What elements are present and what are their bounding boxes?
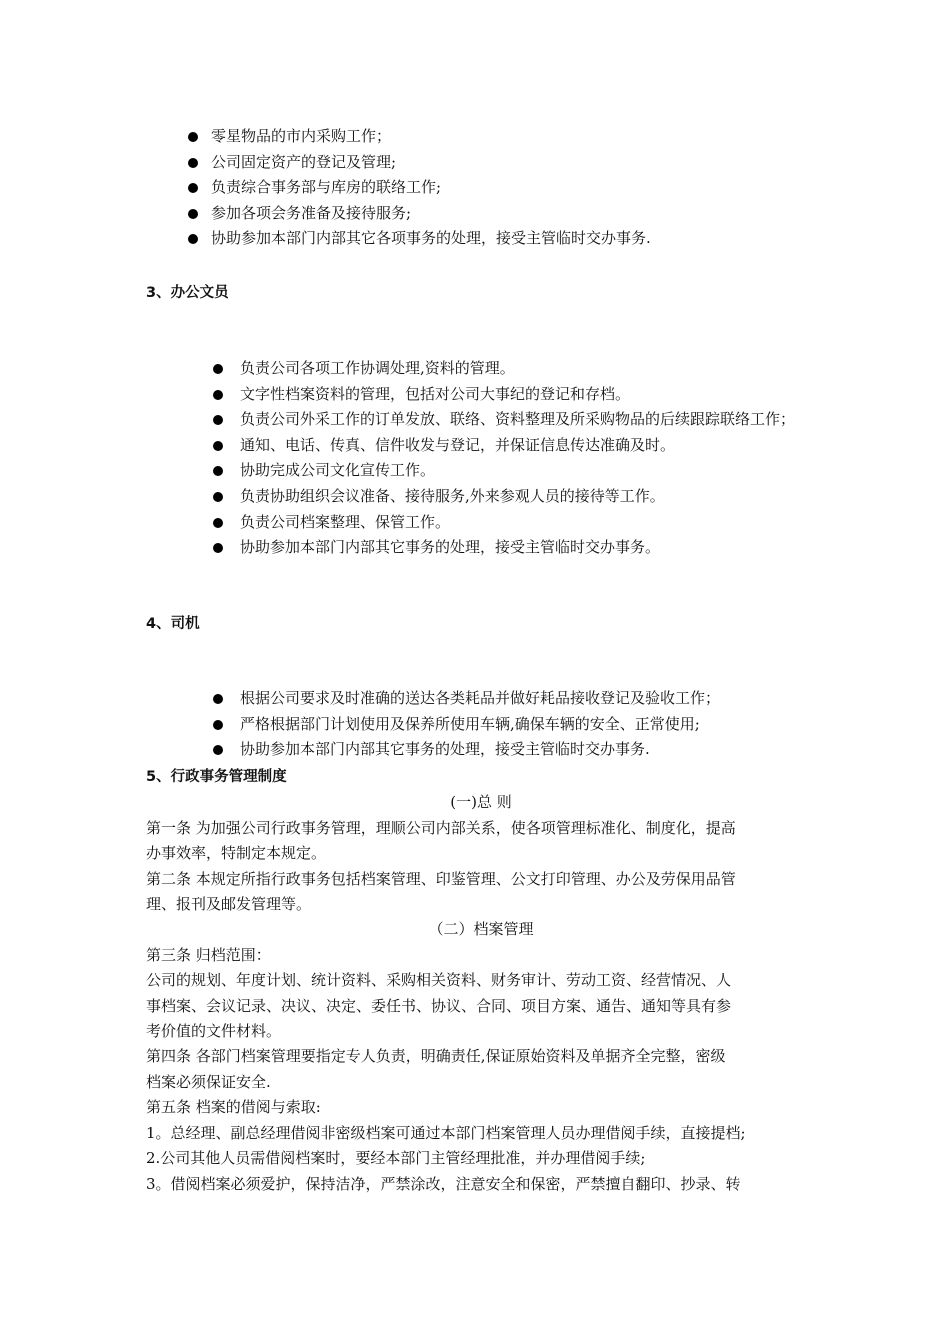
list-item-text: 负责公司档案整理、保管工作。	[240, 512, 451, 531]
bullet-icon	[213, 415, 223, 425]
list-item	[185, 124, 825, 150]
list-item	[185, 150, 825, 176]
list-item-text: 文字性档案资料的管理，包括对公司大事纪的登记和存档。	[240, 384, 631, 403]
article-line: 档案必须保证安全.	[146, 1072, 271, 1091]
list-item-text: 负责协助组织会议准备、接待服务,外来参观人员的接待等工作。	[240, 486, 665, 505]
list-item	[211, 458, 811, 484]
list-item-text: 协助参加本部门内部其它事务的处理，接受主管临时交办事务。	[240, 538, 661, 557]
bullet-icon	[188, 183, 198, 193]
article-line: 考价值的文件材料。	[146, 1022, 282, 1041]
article-line: 理、报刊及邮发管理等。	[146, 895, 312, 914]
list-item-text: 公司固定资产的登记及管理;	[211, 152, 397, 171]
article-line: 3。借阅档案必须爱护，保持洁净，严禁涂改，注意安全和保密，严禁擅自翻印、抄录、转	[146, 1174, 741, 1193]
bullet-icon	[213, 745, 223, 755]
bullet-icon	[213, 466, 223, 476]
bullet-icon	[213, 492, 223, 502]
list-item	[211, 382, 811, 408]
list-item	[211, 686, 811, 712]
article-line: 办事效率，特制定本规定。	[146, 844, 327, 863]
article-line: 第三条 归档范围：	[146, 945, 271, 964]
article-line: 2.公司其他人员需借阅档案时，要经本部门主管经理批准，并办理借阅手续;	[146, 1149, 646, 1168]
section4-duty-list	[211, 686, 811, 763]
list-item-text: 严格根据部门计划使用及保养所使用车辆,确保车辆的安全、正常使用;	[240, 714, 700, 733]
list-item	[211, 356, 811, 382]
bullet-icon	[213, 441, 223, 451]
list-item-text: 参加各项会务准备及接待服务;	[211, 203, 412, 222]
section3-heading: 3、办公文员	[146, 285, 229, 301]
subsection-heading: (一)总 则	[450, 793, 512, 812]
article-line: 第四条 各部门档案管理要指定专人负责，明确责任,保证原始资料及单据齐全完整，密级	[146, 1047, 726, 1066]
section2-duty-list	[185, 124, 825, 252]
article-line: 公司的规划、年度计划、统计资料、采购相关资料、财务审计、劳动工资、经营情况、人	[146, 971, 732, 990]
list-item	[211, 737, 811, 763]
section3-duty-list	[211, 356, 811, 561]
section4-heading: 4、司机	[146, 616, 200, 632]
article-line: 第二条 本规定所指行政事务包括档案管理、印鉴管理、公文打印管理、办公及劳保用品管	[146, 869, 736, 888]
article-line: 第五条 档案的借阅与索取:	[146, 1098, 321, 1117]
list-item-text: 协助完成公司文化宣传工作。	[240, 461, 436, 480]
article-line: 事档案、会议记录、决议、决定、委任书、协议、合同、项目方案、通告、通知等具有参	[146, 996, 732, 1015]
list-item	[211, 535, 811, 561]
bullet-icon	[213, 543, 223, 553]
list-item-text: 协助参加本部门内部其它各项事务的处理，接受主管临时交办事务.	[211, 229, 651, 248]
list-item	[211, 407, 811, 433]
article-line: 1。总经理、副总经理借阅非密级档案可通过本部门档案管理人员办理借阅手续，直接提档;	[146, 1123, 746, 1142]
list-item	[185, 226, 825, 252]
list-item	[185, 175, 825, 201]
bullet-icon	[213, 518, 223, 528]
bullet-icon	[213, 720, 223, 730]
bullet-icon	[213, 390, 223, 400]
bullet-icon	[213, 694, 223, 704]
list-item-text: 通知、电话、传真、信件收发与登记，并保证信息传达准确及时。	[240, 435, 676, 454]
section5-body	[146, 765, 816, 1197]
bullet-icon	[188, 158, 198, 168]
list-item-text: 根据公司要求及时准确的送达各类耗品并做好耗品接收登记及验收工作；	[240, 689, 721, 707]
list-item-text: 负责综合事务部与库房的联络工作;	[211, 178, 442, 197]
list-item	[211, 433, 811, 459]
list-item-text: 负责公司各项工作协调处理,资料的管理。	[240, 359, 515, 377]
bullet-icon	[188, 234, 198, 244]
list-item	[211, 712, 811, 738]
list-item	[211, 484, 811, 510]
list-item-text: 零星物品的市内采购工作；	[211, 127, 392, 145]
list-item-text: 负责公司外采工作的订单发放、联络、资料整理及所采购物品的后续跟踪联络工作；	[240, 410, 796, 429]
list-item-text: 协助参加本部门内部其它事务的处理，接受主管临时交办事务.	[240, 740, 650, 759]
subsection-heading: （二）档案管理	[428, 920, 534, 939]
bullet-icon	[188, 132, 198, 142]
section5-heading: 5、行政事务管理制度	[146, 769, 287, 785]
list-item	[185, 201, 825, 227]
list-item	[211, 510, 811, 536]
bullet-icon	[213, 364, 223, 374]
article-line: 第一条 为加强公司行政事务管理，理顺公司内部关系，使各项管理标准化、制度化，提高	[146, 818, 736, 837]
bullet-icon	[188, 209, 198, 219]
